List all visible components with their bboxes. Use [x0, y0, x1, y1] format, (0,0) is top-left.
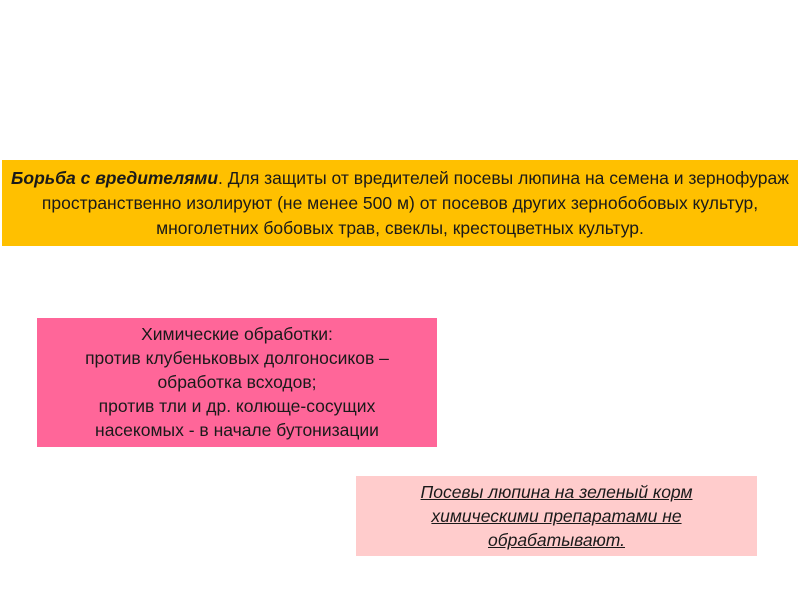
chemical-treatment-box [37, 318, 437, 447]
chemical-line-4: против тли и др. колюще-сосущих [98, 396, 376, 416]
chemical-line-5: насекомых - в начале бутонизации [95, 420, 379, 440]
pest-control-box [2, 160, 798, 246]
pest-control-lead: Борьба с вредителями [11, 168, 219, 188]
chemical-line-3: обработка всходов; [157, 372, 317, 392]
green-feed-text: Посевы люпина на зеленый корм химическими препаратами не обрабатывают. [420, 482, 693, 550]
green-feed-box [356, 476, 757, 556]
chemical-line-2: против клубеньковых долгоносиков – [85, 348, 389, 368]
chemical-line-1: Химические обработки: [141, 324, 333, 344]
pest-control-text: . Для защиты от вредителей посевы люпина на семена и зернофураж пространственно изолируют (не менее 500 м) от посевов других зернобобовых культур, многолетних бобовых трав, свеклы, крестоцветных культур. [41, 168, 789, 238]
